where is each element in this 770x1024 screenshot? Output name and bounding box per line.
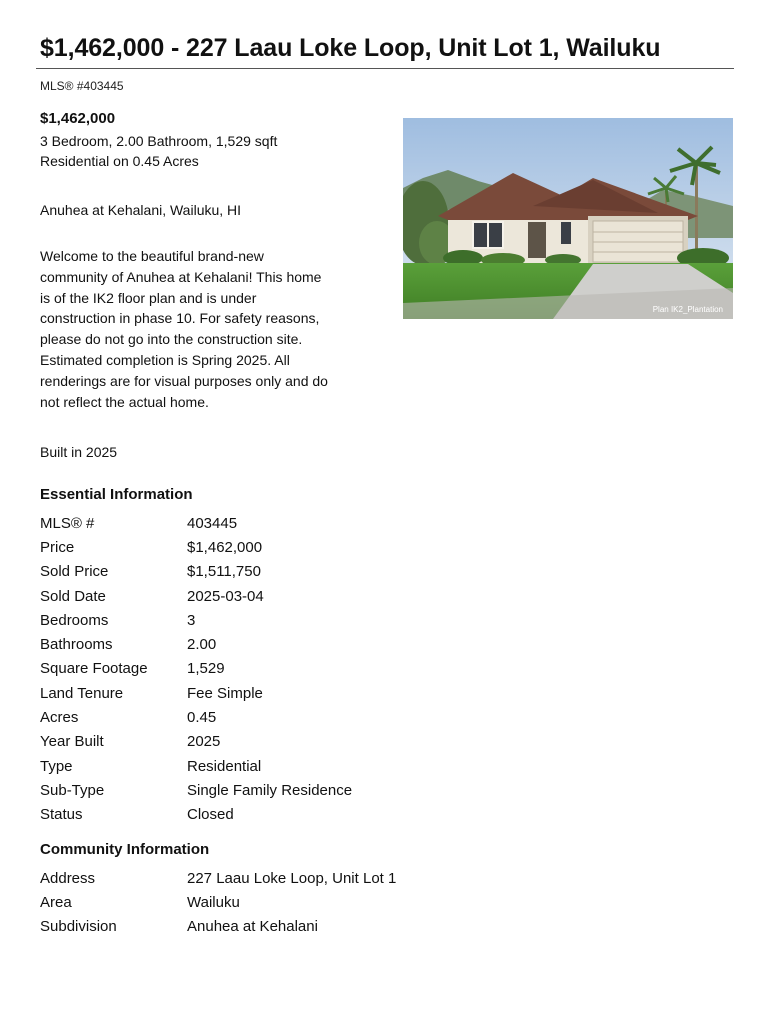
essential-info-row (40, 778, 460, 802)
community-info-row (40, 866, 460, 890)
listing-description: Welcome to the beautiful brand-new community of Anuhea at Kehalani! This home is of the IK2 floor plan and is under construction in phase 10. For safety reasons, please do not go into the construction site. Estimated completion is Spring 2025. All renderings are for visual purposes only and do not reflect the actual home. (40, 248, 328, 410)
mls-number: MLS® #403445 (40, 79, 124, 93)
essential-info-table (40, 511, 460, 827)
field-value: 0.45 (187, 709, 217, 727)
field-value: 1,529 (187, 660, 225, 678)
field-value: Fee Simple (187, 684, 263, 702)
house-rendering-image (403, 118, 733, 319)
community-info-row (40, 890, 460, 914)
field-label: Acres (40, 709, 79, 727)
essential-info-heading: Essential Information (40, 486, 193, 503)
community-info-heading: Community Information (40, 841, 210, 858)
field-label: Bedrooms (40, 611, 109, 629)
property-photo (403, 118, 733, 319)
photo-caption: Plan IK2_Plantation (652, 305, 723, 314)
field-value: Anuhea at Kehalani (187, 918, 318, 936)
title-divider (36, 68, 734, 69)
essential-info-row (40, 632, 460, 656)
field-label: Subdivision (40, 918, 117, 936)
field-value: 3 (187, 611, 196, 629)
listing-location: Anuhea at Kehalani, Wailuku, HI (40, 202, 242, 218)
essential-info-row (40, 730, 460, 754)
field-label: Type (40, 757, 73, 775)
field-value: $1,462,000 (187, 538, 263, 556)
field-value: Residential (187, 757, 262, 775)
essential-info-row (40, 754, 460, 778)
page-title: $1,462,000 - 227 Laau Loke Loop, Unit Lot 1, Wailuku (40, 34, 661, 62)
listing-summary (40, 131, 277, 171)
essential-info-row (40, 705, 460, 729)
field-value: 2.00 (187, 636, 217, 654)
field-label: Square Footage (40, 660, 148, 678)
field-value: $1,511,750 (187, 563, 261, 581)
field-label: Bathrooms (40, 636, 113, 654)
essential-info-row (40, 608, 460, 632)
field-value: 2025 (187, 733, 221, 751)
community-info-row (40, 915, 460, 939)
summary-line-acres: Residential on 0.45 Acres (40, 153, 199, 169)
field-label: Area (40, 893, 72, 911)
essential-info-row (40, 657, 460, 681)
listing-price: $1,462,000 (40, 110, 116, 127)
community-info-table (40, 866, 460, 939)
essential-info-row (40, 803, 460, 827)
essential-info-row (40, 535, 460, 559)
field-label: Price (40, 538, 75, 556)
field-label: Address (40, 869, 96, 887)
field-value: Wailuku (187, 893, 240, 911)
field-label: Sub-Type (40, 781, 105, 799)
field-label: MLS® # (40, 514, 95, 532)
essential-info-row (40, 681, 460, 705)
essential-info-row (40, 560, 460, 584)
field-value: Single Family Residence (187, 781, 353, 799)
summary-line-beds-baths: 3 Bedroom, 2.00 Bathroom, 1,529 sqft (40, 133, 278, 149)
built-year-text: Built in 2025 (40, 444, 118, 460)
field-label: Land Tenure (40, 684, 124, 702)
field-value: 403445 (187, 514, 238, 532)
field-label: Status (40, 806, 83, 824)
field-label: Sold Price (40, 563, 109, 581)
field-value: 2025-03-04 (187, 587, 264, 605)
field-value: Closed (187, 806, 234, 824)
field-value: 227 Laau Loke Loop, Unit Lot 1 (187, 869, 397, 887)
field-label: Sold Date (40, 587, 106, 605)
essential-info-row (40, 511, 460, 535)
field-label: Year Built (40, 733, 104, 751)
essential-info-row (40, 584, 460, 608)
